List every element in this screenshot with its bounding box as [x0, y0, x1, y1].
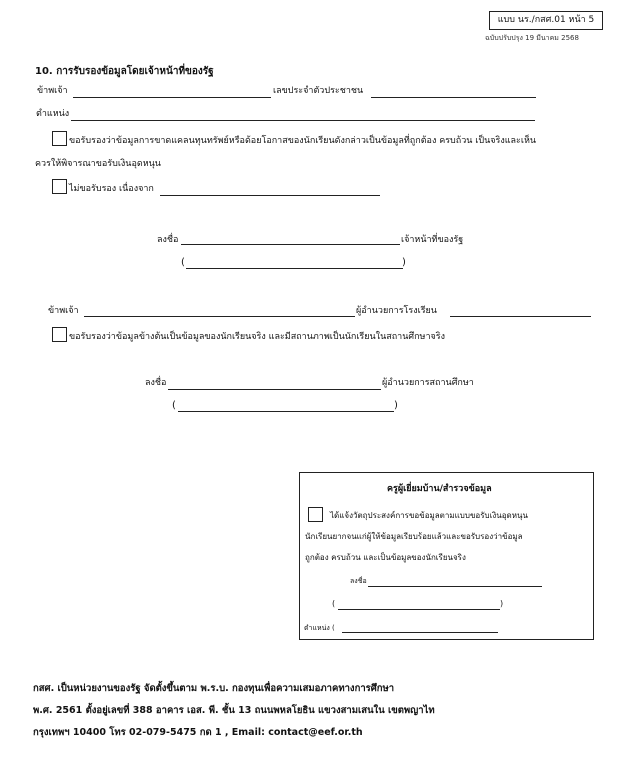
- principal-school-field[interactable]: [450, 316, 591, 317]
- principal-name-field[interactable]: [84, 316, 355, 317]
- teacher-sign-label: ลงชื่อ: [350, 577, 367, 585]
- form-code: แบบ นร./กสศ.01 หน้า 5: [497, 15, 595, 25]
- official-sign-label: ลงชื่อ: [157, 235, 179, 245]
- teacher-printed-name-field[interactable]: [338, 609, 500, 610]
- official-paren-open: (: [181, 257, 185, 268]
- footer-line-1: กสศ. เป็นหน่วยงานของรัฐ จัดตั้งขึ้นตาม พ.ร.บ. กองทุนเพื่อความเสมอภาคทางการศึกษา: [33, 683, 395, 694]
- principal-printed-name-field[interactable]: [178, 411, 394, 412]
- teacher-position-field[interactable]: [342, 632, 498, 633]
- official-certify-checkbox[interactable]: [52, 131, 67, 146]
- official-paren-close: ): [402, 257, 406, 268]
- principal-paren-open: (: [172, 400, 176, 411]
- official-not-certify-text: ไม่ขอรับรอง เนื่องจาก: [69, 184, 154, 194]
- principal-certify-text: ขอรับรองว่าข้อมูลข้างต้นเป็นข้อมูลของนักเรียนจริง และมีสถานภาพเป็นนักเรียนในสถานศึกษาจริง: [69, 332, 446, 342]
- section-title: 10. การรับรองข้อมูลโดยเจ้าหน้าที่ของรัฐ: [35, 66, 214, 77]
- footer-line-2: พ.ศ. 2561 ตั้งอยู่เลขที่ 388 อาคาร เอส. พี. ชั้น 13 ถนนพหลโยธิน แขวงสามเสนใน เขตพญาไท: [33, 705, 435, 716]
- teacher-paren-open: (: [332, 599, 336, 608]
- official-not-certify-checkbox[interactable]: [52, 179, 67, 194]
- principal-i-label: ข้าพเจ้า: [48, 306, 79, 316]
- teacher-text-3: ถูกต้อง ครบถ้วน และเป็นข้อมูลของนักเรียนจริง: [305, 553, 466, 562]
- principal-signature-field[interactable]: [168, 389, 381, 390]
- teacher-position-label: ตำแหน่ง (: [304, 624, 335, 632]
- official-i-label: ข้าพเจ้า: [37, 86, 68, 96]
- teacher-verification-box: [299, 472, 594, 640]
- official-id-label: เลขประจำตัวประชาชน: [273, 86, 364, 96]
- official-sign-role: เจ้าหน้าที่ของรัฐ: [401, 235, 464, 245]
- form-code-box: [489, 11, 603, 30]
- official-certify-text-2: ควรให้พิจารณาขอรับเงินอุดหนุน: [35, 159, 161, 169]
- official-position-label: ตำแหน่ง: [36, 109, 70, 119]
- official-id-field[interactable]: [371, 97, 536, 98]
- official-printed-name-field[interactable]: [186, 268, 403, 269]
- footer-line-3: กรุงเทพฯ 10400 โทร 02-079-5475 กด 1 , Email: contact@eef.or.th: [33, 727, 363, 738]
- principal-certify-checkbox[interactable]: [52, 327, 67, 342]
- teacher-paren-close: ): [500, 599, 504, 608]
- official-certify-text-1: ขอรับรองว่าข้อมูลการขาดแคลนทุนทรัพย์หรือด้อยโอกาสของนักเรียนดังกล่าวเป็นข้อมูลที่ถูกต้อง ครบถ้วน เป็นจริงและเห็น: [69, 136, 537, 146]
- teacher-text-1: ได้แจ้งวัตถุประสงค์การขอข้อมูลตามแบบขอรับเงินอุดหนุน: [330, 511, 528, 520]
- official-reason-field[interactable]: [160, 195, 380, 196]
- principal-sign-role: ผู้อำนวยการสถานศึกษา: [382, 378, 474, 388]
- teacher-signature-field[interactable]: [368, 586, 542, 587]
- official-name-field[interactable]: [73, 97, 271, 98]
- official-signature-field[interactable]: [181, 244, 400, 245]
- teacher-text-2: นักเรียนยากจนแก่ผู้ให้ข้อมูลเรียบร้อยแล้วและขอรับรองว่าข้อมูล: [305, 532, 523, 541]
- principal-role-label: ผู้อำนวยการโรงเรียน: [356, 306, 437, 316]
- principal-sign-label: ลงชื่อ: [145, 378, 167, 388]
- revision-date: ฉบับปรับปรุง 19 มีนาคม 2568: [485, 34, 579, 42]
- official-position-field[interactable]: [71, 120, 535, 121]
- teacher-box-title: ครูผู้เยี่ยมบ้าน/สำรวจข้อมูล: [387, 484, 492, 494]
- teacher-certify-checkbox[interactable]: [308, 507, 323, 522]
- principal-paren-close: ): [394, 400, 398, 411]
